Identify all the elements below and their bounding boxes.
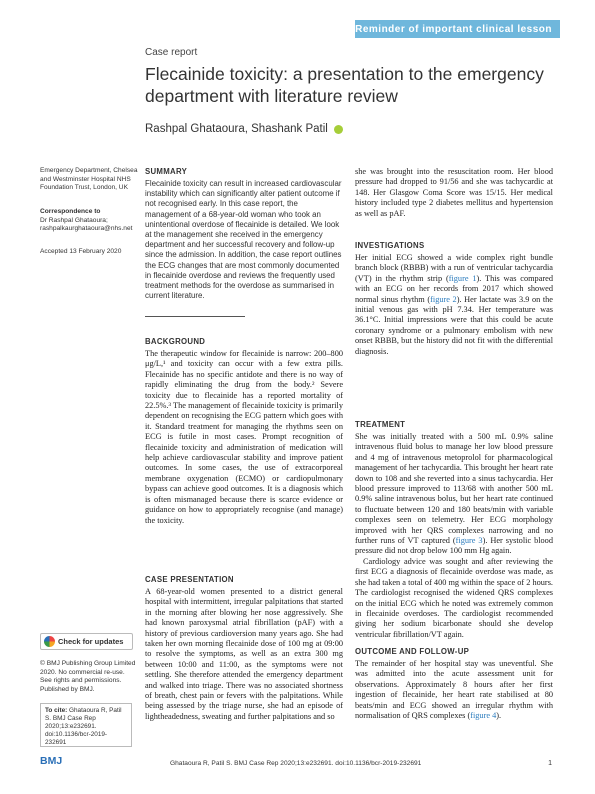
investigations-heading: INVESTIGATIONS bbox=[355, 241, 425, 250]
background-section bbox=[145, 337, 343, 526]
check-for-updates-button[interactable] bbox=[40, 633, 133, 650]
correspondence-email[interactable]: rashpalkaurghataoura@nhs.net bbox=[40, 225, 133, 233]
author-line bbox=[145, 123, 343, 135]
summary-divider bbox=[145, 316, 245, 317]
bmj-logo: BMJ bbox=[40, 755, 63, 767]
case-presentation-section bbox=[145, 575, 343, 722]
case-presentation-continued bbox=[355, 167, 553, 219]
background-text: The therapeutic window for flecainide is narrow: 200–800 μg/L,¹ and toxicity can occur with a few extra pills. Flecainide has no specific antidote and there is no way of rapidly eliminating the drug from the body.² Severe toxicity due to flecainide has a reported mortality of 22.5%.³ The management of flecainide toxicity is primarily dependent on recognising the ECG pattern which goes with it. Standard treatment for managing the rhythms seen on ECG is futile in most cases. Prompt recognition of flecainide toxicity and administration of medication will help achieve cardiovascular stability and improve patient outcomes. In some cases, the use of extracorporeal membrane oxygenation (ECMO) or cardiopulmonary bypass can achieve good outcomes. It is a diagnosis which is often mismanaged because there is scarce evidence or guidance on how to appropriately recognise (and manage) the toxicity. bbox=[145, 349, 343, 525]
case-presentation-text: A 68-year-old women presented to a district general hospital with intermittent, irregular palpitations that started in the morning after blowing her nose aggressively. She had known paroxysmal atrial fibrillation (pAF) with a history of previous cardioversion many years ago. She had taken her own morning flecainide dose of 100 mg at 09:00 to resolve the symptoms, as well as an extra 300 mg between 10:00 and 11:00, as the symptoms were not settling. She therefore attended the emergency department and walked into triage. There was no associated shortness of breath, chest pain or fevers with the palpitations. While being assessed by the triage nurse, she had an episode of lightheadedness, sweating and further palpitations and so bbox=[145, 587, 343, 721]
figure-3-link[interactable]: figure 3 bbox=[455, 536, 483, 546]
copyright-notice: © BMJ Publishing Group Limited 2020. No commercial re-use. See rights and permissions. Published by BMJ. bbox=[40, 660, 136, 693]
footer-citation: Ghataoura R, Patil S. BMJ Case Rep 2020;13:e232691. doi:10.1136/bcr-2019-232691 bbox=[170, 760, 422, 767]
investigations-section bbox=[355, 241, 553, 357]
article-title: Flecainide toxicity: a presentation to the emergency department with literature review bbox=[145, 64, 544, 106]
correspondence-label: Correspondence to bbox=[40, 208, 101, 215]
case-presentation-heading: CASE PRESENTATION bbox=[145, 575, 234, 584]
outcome-text-b: ). bbox=[496, 711, 502, 721]
cite-text: Ghataoura R, Patil S. BMJ Case Rep 2020;13:e232691. doi:10.1136/bcr-2019-232691 bbox=[45, 707, 122, 746]
figure-4-link[interactable]: figure 4 bbox=[470, 711, 497, 721]
page-number: 1 bbox=[548, 760, 552, 767]
outcome-text-a: The remainder of her hospital stay was uneventful. She was admitted into the acute assessment unit for observations. Approximately 8 hours after her first ingestion of flecainide, her heart rate stabilised at 80 beats/min and ECG showed an irregular rhythm with normalisation of QRS complexes ( bbox=[355, 659, 553, 721]
orcid-icon[interactable] bbox=[334, 125, 343, 134]
check-updates-label: Check for updates bbox=[58, 637, 124, 646]
investigations-text-b: ). This was compared with an ECG on her records from 2017 which showed normal sinus rhythm ( bbox=[355, 273, 553, 304]
treatment-text-a: She was initially treated with a 500 mL 0.9% saline intravenous fluid bolus to manage her low blood pressure and 4 mg of intravenous metoprolol for pharmacological management of her tachycardia. This brought her heart rate down to 108 and she reverted into a sinus tachycardia. Her blood pressure improved to 113/68 with another 500 mL 0.9% saline intravenous bolus, but her heart rate continued to fluctuate between 120 and 180 beats/min with variable complexes seen on telemetry. Her ECG morphology improved with her QRS complexes narrowing and no further runs of VT captured ( bbox=[355, 432, 553, 546]
article-type: Case report bbox=[145, 47, 198, 58]
outcome-section bbox=[355, 647, 553, 721]
figure-2-link[interactable]: figure 2 bbox=[430, 294, 457, 304]
treatment-text-b: ). Her systolic blood pressure did not drop below 100 mm Hg again. bbox=[355, 536, 553, 556]
article-category-banner: Reminder of important clinical lesson bbox=[355, 20, 560, 38]
investigations-text bbox=[355, 253, 553, 357]
treatment-heading: TREATMENT bbox=[355, 420, 406, 429]
affiliation: Emergency Department, Chelsea and Westminster Hospital NHS Foundation Trust, London, UK bbox=[40, 167, 138, 192]
treatment-paragraph-1 bbox=[355, 432, 553, 557]
treatment-section bbox=[355, 420, 553, 640]
investigations-text-c: ). Her lactate was 3.9 on the initial venous gas with pH 7.34. Her temperature was 36.1°C. Initial impressions were that this could be acute coronary syndrome or a pulmonary embolism with new onset RBBB, but the history did not fit with the differential diagnosis. bbox=[355, 294, 553, 356]
author-names: Rashpal Ghataoura, Shashank Patil bbox=[145, 123, 328, 135]
investigations-text-a: Her initial ECG showed a wide complex right bundle branch block (RBBB) with a run of ventricular tachycardia (VT) in the rhythm strip ( bbox=[355, 253, 553, 283]
summary-heading: SUMMARY bbox=[145, 167, 188, 176]
crossmark-icon bbox=[44, 636, 55, 647]
summary-section bbox=[145, 167, 343, 301]
citation-box bbox=[40, 703, 132, 747]
correspondence-name: Dr Rashpal Ghataoura; bbox=[40, 216, 108, 224]
cite-label: To cite: bbox=[45, 707, 68, 714]
treatment-paragraph-2: Cardiology advice was sought and after reviewing the first ECG a diagnosis of flecainide overdose was made, as she had taken a total of 400 mg within the space of 2 hours. The cardiologist recognised the widened QRS complexes on the initial ECG which he noted was extremely common in flecainide overdoses. The cardiologist recommended giving her sodium bicarbonate should she develop ventricular fibrillation/VT again. bbox=[355, 556, 553, 639]
outcome-heading: OUTCOME AND FOLLOW-UP bbox=[355, 647, 470, 656]
case-continued-text: she was brought into the resuscitation room. Her blood pressure had dropped to 91/56 and she was tachycardic at 148. Her Glasgow Coma Score was 15/15. Her medical history included type 2 diabetes mellitus and hypertension as well as pAF. bbox=[355, 167, 553, 218]
figure-1-link[interactable]: figure 1 bbox=[448, 273, 477, 283]
outcome-text bbox=[355, 659, 553, 721]
summary-text: Flecainide toxicity can result in increased cardiovascular instability which can significantly alter patient outcome if not recognised early. In this case report, the management of a 68-year-old woman who took an unintentional overdose of flecainide is detailed. We look at the management she received in the emergency department and her successful recovery and follow-up since the admission. In addition, the case report outlines the ECG changes that are most commonly documented in flecainide overdose and reviews the frequently used treatment methods for the overdose as summarised in current literature. bbox=[145, 179, 342, 301]
accepted-date: Accepted 13 February 2020 bbox=[40, 248, 122, 255]
correspondence bbox=[40, 208, 138, 234]
background-heading: BACKGROUND bbox=[145, 337, 206, 346]
